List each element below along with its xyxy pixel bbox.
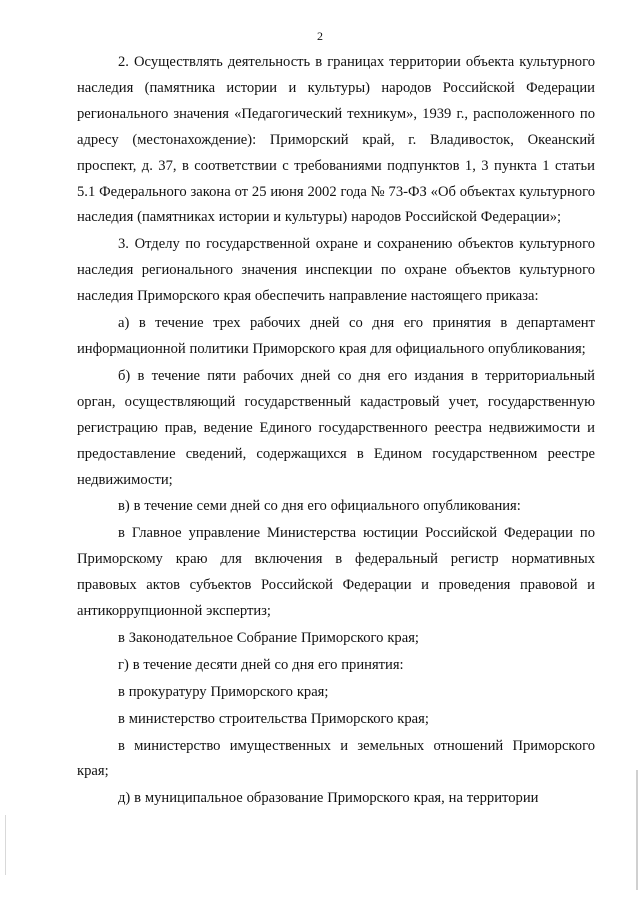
subparagraph-b: б) в течение пяти рабочих дней со дня его издания в территориальный орган, осуществляющий государственный кадастровый учет, государственную регистрацию прав, ведение Единого государственного реестра недвижимости и предоставление сведений, содержащихся в Едином государственном реестре недвижимости; <box>77 367 595 488</box>
paragraph-item-2: 2. Осуществлять деятельность в границах территории объекта культурного наследия (памятника истории и культуры) народов Российской Федерации регионального значения «Педагогический техникум», 1939 г., расположенного по адресу (местонахождение): Приморский край, г. Владивосток, Океанский проспект, д. 37, в соответствии с требованиями подпунктов 1, 3 пункта 1 статьи 5.1 Федерального закона от 25 июня 2002 года № 73-ФЗ «Об объектах культурного наследия (памятниках истории и культуры) народов Российской Федерации»; <box>77 54 595 226</box>
recipient-property-ministry: в министерство имущественных и земельных отношений Приморского края; <box>77 737 595 780</box>
subparagraph-v: в) в течение семи дней со дня его официального опубликования: <box>118 498 521 515</box>
subparagraph-d: д) в муниципальное образование Приморского края, на территории <box>118 790 539 807</box>
document-body <box>77 50 595 812</box>
recipient-legislative-assembly: в Законодательное Собрание Приморского края; <box>118 629 419 646</box>
recipient-prosecutor-office: в прокуратуру Приморского края; <box>118 683 329 700</box>
scan-margin-mark <box>5 815 6 875</box>
subparagraph-g: г) в течение десяти дней со дня его принятия: <box>118 656 404 673</box>
scan-edge-shadow <box>636 770 638 890</box>
page-number: 2 <box>317 29 323 43</box>
recipient-construction-ministry: в министерство строительства Приморского края; <box>118 710 429 727</box>
recipient-justice-ministry: в Главное управление Министерства юстиции Российской Федерации по Приморскому краю для включения в федеральный регистр нормативных правовых актов субъектов Российской Федерации и проведения правовой и антикоррупционной экспертиз; <box>77 525 595 620</box>
subparagraph-a: а) в течение трех рабочих дней со дня его принятия в департамент информационной политики Приморского края для официального опубликования; <box>77 315 595 357</box>
paragraph-item-3: 3. Отделу по государственной охране и сохранению объектов культурного наследия регионального значения инспекции по охране объектов культурного наследия Приморского края обеспечить направление настоящего приказа: <box>77 236 595 305</box>
